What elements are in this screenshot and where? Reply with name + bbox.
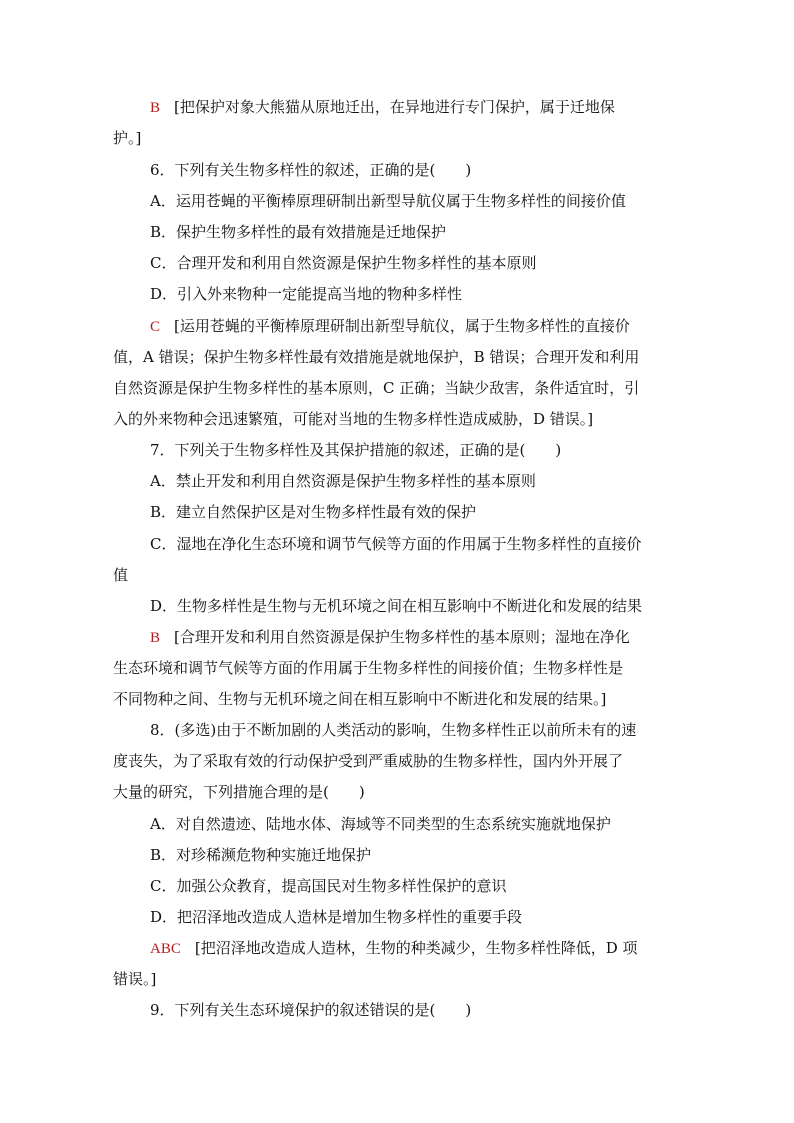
q7-explanation-line-2: 生态环境和调节气候等方面的作用属于生物多样性的间接价值；生物多样性是 [113,659,624,677]
q7-option-a: A．禁止开发和利用自然资源是保护生物多样性的基本原则 [150,472,536,490]
q8-stem-line-2: 度丧失，为了采取有效的行动保护受到严重威胁的生物多样性，国内外开展了 [113,752,624,770]
q8-option-d: D．把沼泽地改造成人造林是增加生物多样性的重要手段 [150,908,523,926]
q6-explanation-text: [运用苍蝇的平衡棒原理研制出新型导航仪，属于生物多样性的直接价 [174,317,630,335]
q7-explanation-text: [合理开发和利用自然资源是保护生物多样性的基本原则；湿地在净化 [174,628,630,646]
q5-explanation-text: [把保护对象大熊猫从原地迁出，在异地进行专门保护，属于迁地保 [174,98,615,116]
q8-stem-line-1: 8．(多选)由于不断加剧的人类活动的影响，生物多样性正以前所未有的速 [150,721,637,739]
q7-stem: 7．下列关于生物多样性及其保护措施的叙述，正确的是( ) [150,441,562,459]
q7-explanation-line-1 [150,627,680,648]
q9-stem: 9．下列有关生态环境保护的叙述错误的是( ) [150,1001,472,1019]
q6-explanation-line-4: 入的外来物种会迅速繁殖，可能对当地的生物多样性造成威胁，D 错误。] [113,410,594,428]
q6-option-d: D．引入外来物种一定能提高当地的物种多样性 [150,285,463,303]
q6-answer: C [150,319,161,335]
q8-option-c: C．加强公众教育，提高国民对生物多样性保护的意识 [150,877,507,895]
q8-answer: ABC [150,941,181,957]
q5-answer: B [150,100,161,116]
q8-stem-line-3: 大量的研究，下列措施合理的是( ) [113,783,365,801]
q8-option-b: B．对珍稀濒危物种实施迁地保护 [150,846,372,864]
q6-explanation-line-3: 自然资源是保护生物多样性的基本原则，C 正确；当缺少敌害，条件适宜时，引 [113,379,640,397]
q6-explanation-line-2: 值，A 错误；保护生物多样性最有效措施是就地保护，B 错误；合理开发和利用 [113,348,640,366]
q8-explanation-line-1 [150,938,680,959]
q5-explanation-line-2: 护。] [113,129,142,147]
q5-explanation-line-1 [150,97,680,118]
q7-option-b: B．建立自然保护区是对生物多样性最有效的保护 [150,503,477,521]
q7-explanation-line-3: 不同物种之间、生物与无机环境之间在相互影响中不断进化和发展的结果。] [113,690,607,708]
q6-option-c: C．合理开发和利用自然资源是保护生物多样性的基本原则 [150,254,537,272]
q6-option-b: B．保护生物多样性的最有效措施是迁地保护 [150,223,447,241]
q6-option-a: A．运用苍蝇的平衡棒原理研制出新型导航仪属于生物多样性的间接价值 [150,192,626,210]
q8-explanation-line-2: 错误。] [113,970,157,988]
q7-option-d: D．生物多样性是生物与无机环境之间在相互影响中不断进化和发展的结果 [150,597,643,615]
q7-answer: B [150,630,161,646]
q6-stem: 6．下列有关生物多样性的叙述，正确的是( ) [150,161,472,179]
q8-option-a: A．对自然遗迹、陆地水体、海域等不同类型的生态系统实施就地保护 [150,815,611,833]
q8-explanation-text: [把沼泽地改造成人造林，生物的种类减少，生物多样性降低，D 项 [194,939,638,957]
q7-option-c-cont: 值 [113,566,129,584]
q7-option-c: C．湿地在净化生态环境和调节气候等方面的作用属于生物多样性的直接价 [150,535,642,553]
q6-explanation-line-1 [150,316,680,337]
